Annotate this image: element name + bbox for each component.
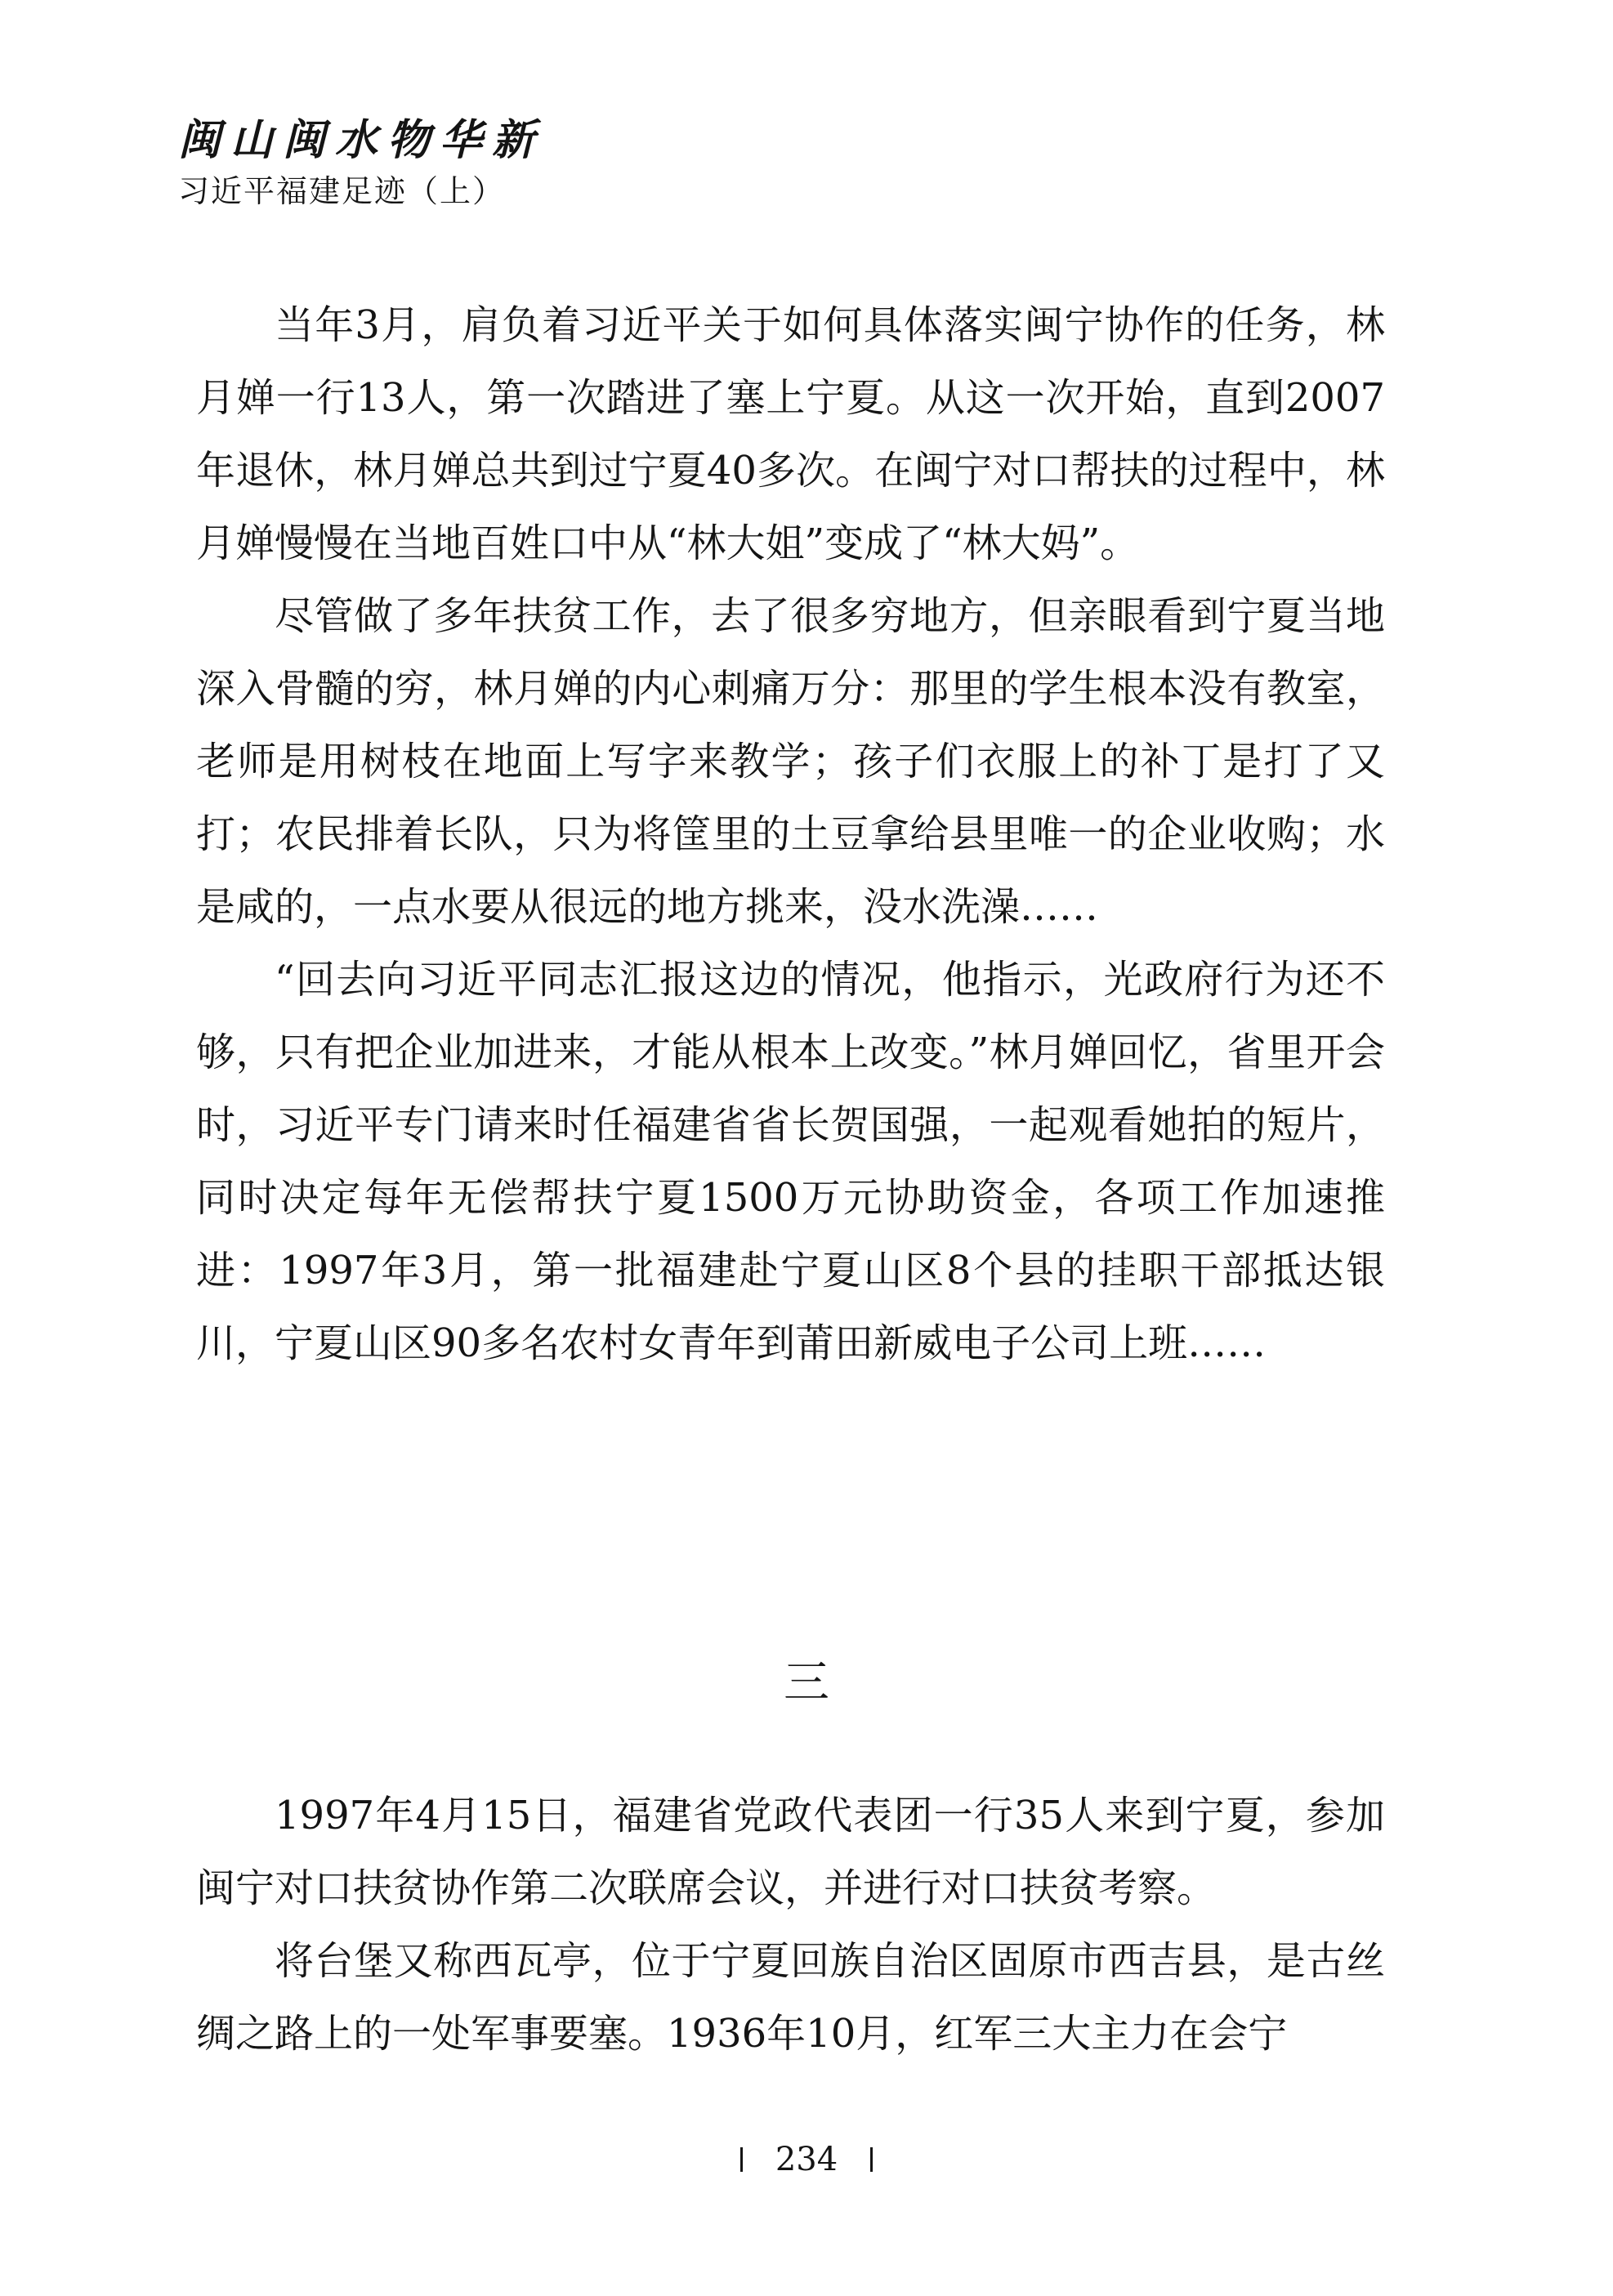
body-text-upper [196, 289, 1385, 1380]
page-number: 234 [775, 2141, 838, 2178]
paragraph: “回去向习近平同志汇报这边的情况，他指示，光政府行为还不够，只有把企业加进来，才能从根本上改变。”林月婵回忆，省里开会时，习近平专门请来时任福建省省长贺国强，一起观看她拍的短片，同时决定每年无偿帮扶宁夏1500万元协助资金，各项工作加速推进：1997年3月，第一批福建赴宁夏山区8个县的挂职干部抵达银川，宁夏山区90多名农村女青年到莆田新威电子公司上班…… [196, 957, 1385, 1366]
page-footer [0, 2136, 1613, 2181]
page-number-right-bar [870, 2147, 873, 2172]
paragraph: 1997年4月15日，福建省党政代表团一行35人来到宁夏，参加闽宁对口扶贫协作第二次联席会议，并进行对口扶贫考察。 [196, 1793, 1385, 1911]
paragraph: 尽管做了多年扶贫工作，去了很多穷地方，但亲眼看到宁夏当地深入骨髓的穷，林月婵的内心刺痛万分：那里的学生根本没有教室，老师是用树枝在地面上写字来教学；孩子们衣服上的补丁是打了又打；农民排着长队，只为将筐里的土豆拿给县里唯一的企业收购；水是咸的，一点水要从很远的地方挑来，没水洗澡…… [196, 593, 1385, 930]
series-title: 闽山闽水物华新 [178, 115, 545, 165]
paragraph: 将台堡又称西瓦亭，位于宁夏回族自治区固原市西吉县，是古丝绸之路上的一处军事要塞。1936年10月，红军三大主力在会宁 [196, 1938, 1385, 2057]
section-heading: 三 [784, 1656, 829, 1709]
page-number-left-bar [740, 2147, 743, 2172]
running-head [178, 114, 544, 211]
body-text-lower [196, 1780, 1385, 2070]
paragraph: 当年3月，肩负着习近平关于如何具体落实闽宁协作的任务，林月婵一行13人，第一次踏进了塞上宁夏。从这一次开始，直到2007年退休，林月婵总共到过宁夏40多次。在闽宁对口帮扶的过程中，林月婵慢慢在当地百姓口中从“林大姐”变成了“林大妈”。 [196, 302, 1385, 566]
book-subtitle: 习近平福建足迹（上） [178, 173, 506, 209]
